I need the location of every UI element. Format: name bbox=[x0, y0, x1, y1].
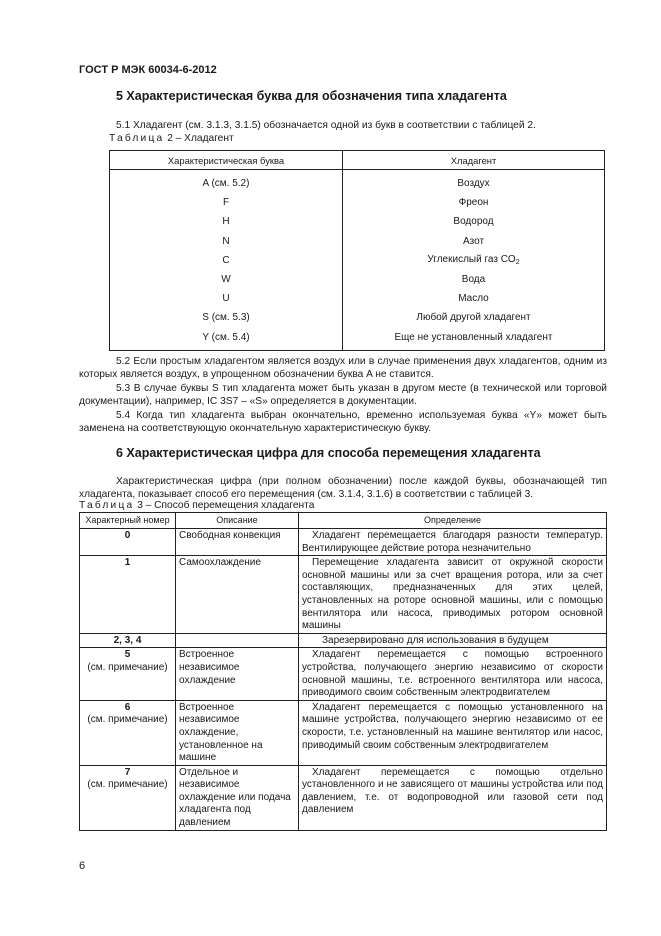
document-code: ГОСТ Р МЭК 60034-6-2012 bbox=[79, 64, 217, 76]
description-cell: Самоохлаждение bbox=[176, 556, 299, 634]
table-row bbox=[80, 633, 607, 648]
letter-cell: H bbox=[110, 212, 343, 231]
paragraph-5-3: 5.3 В случае буквы S тип хладагента может быть указан в другом месте (в технической или торговой документации), например, IC 3S7 – «S» определяется в документации. bbox=[79, 383, 607, 408]
page-number: 6 bbox=[79, 860, 86, 872]
table-row bbox=[80, 556, 607, 634]
table-row bbox=[110, 170, 605, 194]
number-cell bbox=[80, 648, 176, 700]
definition-cell bbox=[299, 633, 607, 648]
paragraph-5-2: 5.2 Если простым хладагентом является воздух или в случае применения двух хладагентов, одним из которых является воздух, в упрощенном обозначении буква A не ставится. bbox=[79, 356, 607, 381]
table-2-caption-word: Таблица bbox=[109, 133, 165, 144]
number-cell: 0 bbox=[80, 529, 176, 556]
description-cell: Отдельное и независимое охлаждение или подача хладагента под давлением bbox=[176, 765, 299, 830]
table-2-caption-text: 2 – Хладагент bbox=[167, 133, 234, 144]
description-cell: Встроенное независимое охлаждение, установленное на машине bbox=[176, 700, 299, 765]
table-2-header-letter: Характеристическая буква bbox=[110, 151, 343, 170]
letter-cell: C bbox=[110, 251, 343, 270]
table-3-header-description: Описание bbox=[176, 513, 299, 529]
number-note: (см. примечание) bbox=[87, 661, 168, 673]
paragraph-5-4: 5.4 Когда тип хладагента выбран окончательно, временно используемая буква «Y» может быть заменена на соответствующую окончательную характеристическую букву. bbox=[79, 410, 607, 435]
definition-cell bbox=[299, 700, 607, 765]
section-6-title: 6 Характеристическая цифра для способа перемещения хладагента bbox=[116, 446, 541, 460]
table-row bbox=[80, 648, 607, 700]
paragraph-5-1: 5.1 Хладагент (см. 3.1.3, 3.1.5) обозначается одной из букв в соответствии с таблицей 2. bbox=[116, 120, 536, 131]
letter-cell: A (см. 5.2) bbox=[110, 170, 343, 194]
agent-cell: Фреон bbox=[343, 193, 605, 212]
table-row bbox=[80, 700, 607, 765]
number-cell: 2, 3, 4 bbox=[80, 633, 176, 648]
table-row bbox=[110, 328, 605, 351]
letter-cell: W bbox=[110, 270, 343, 289]
definition-cell bbox=[299, 765, 607, 830]
description-cell: Встроенное независимое охлаждение bbox=[176, 648, 299, 700]
table-row bbox=[80, 765, 607, 830]
agent-cell: Воздух bbox=[343, 170, 605, 194]
table-row bbox=[110, 308, 605, 327]
agent-cell: Масло bbox=[343, 289, 605, 308]
table-row bbox=[110, 270, 605, 289]
number-note: (см. примечание) bbox=[87, 779, 168, 791]
definition-cell bbox=[299, 556, 607, 634]
definition-text: Хладагент перемещается благодаря разности температур. Вентилирующее действие ротора незначительно bbox=[302, 530, 603, 554]
table-3-caption-word: Таблица bbox=[79, 500, 135, 511]
agent-cell: Вода bbox=[343, 270, 605, 289]
description-cell bbox=[176, 633, 299, 648]
paragraph-6-intro: Характеристическая цифра (при полном обозначении) после каждой буквы, обозначающей тип хладагента, показывает способ его перемещения (см. 3.1.4, 3.1.6) в соответствии с таблицей 3. bbox=[79, 476, 607, 501]
letter-cell: S (см. 5.3) bbox=[110, 308, 343, 327]
agent-cell: Азот bbox=[343, 232, 605, 251]
definition-text: Хладагент перемещается с помощью установленного на машине устройства, получающего энергию независимо от ее скорости, т.е. установленный на машине вентилятор или насос, приводимый своим собственным электродвигателем bbox=[302, 701, 603, 751]
table-row bbox=[110, 193, 605, 212]
definition-text: Хладагент перемещается с помощью отдельно установленного и не зависящего от машины устройства или под давлением, т.е. от водопроводной или газовой сети под давлением bbox=[302, 766, 603, 816]
table-row bbox=[110, 289, 605, 308]
letter-cell: N bbox=[110, 232, 343, 251]
agent-cell: Любой другой хладагент bbox=[343, 308, 605, 327]
number-cell bbox=[80, 765, 176, 830]
coolant-table bbox=[109, 150, 605, 351]
table-row bbox=[110, 232, 605, 251]
definition-cell bbox=[299, 529, 607, 556]
agent-subscript: 2 bbox=[515, 259, 520, 267]
definition-text: Перемещение хладагента зависит от окружной скорости основной машины или за счет вращения ротора, или за счет составляющих, предназначенных для этих целей, установленных на роторе основной машины, или с помощью вентилятора или насоса, приводимых ротором основной машины bbox=[302, 557, 603, 632]
number-cell: 1 bbox=[80, 556, 176, 634]
agent-text: Углекислый газ CO bbox=[427, 254, 516, 266]
table-2-header-agent: Хладагент bbox=[343, 151, 605, 170]
table-3-header-number: Характерный номер bbox=[80, 513, 176, 529]
coolant-movement-table bbox=[79, 512, 607, 831]
agent-cell bbox=[343, 251, 605, 270]
letter-cell: U bbox=[110, 289, 343, 308]
letter-cell: Y (см. 5.4) bbox=[110, 328, 343, 351]
number-value: 5 bbox=[124, 649, 131, 661]
letter-cell: F bbox=[110, 193, 343, 212]
table-row bbox=[110, 251, 605, 270]
number-cell bbox=[80, 700, 176, 765]
table-row bbox=[110, 212, 605, 231]
definition-text: Хладагент перемещается с помощью встроенного устройства, получающего энергию независимо от скорости основной машины, т.е. встроенного вентилятора или насоса, приводимого своим собственным электродвигателем bbox=[302, 649, 603, 699]
agent-cell: Водород bbox=[343, 212, 605, 231]
definition-text: Зарезервировано для использования в будущем bbox=[322, 634, 549, 646]
agent-cell: Еще не установленный хладагент bbox=[343, 328, 605, 351]
table-3-caption bbox=[79, 500, 314, 511]
number-note: (см. примечание) bbox=[87, 714, 168, 726]
number-value: 6 bbox=[124, 701, 131, 713]
description-cell: Свободная конвекция bbox=[176, 529, 299, 556]
definition-cell bbox=[299, 648, 607, 700]
section-5-title: 5 Характеристическая буква для обозначения типа хладагента bbox=[116, 89, 507, 103]
table-row bbox=[80, 529, 607, 556]
table-3-caption-text: 3 – Способ перемещения хладагента bbox=[137, 500, 315, 511]
table-3-header-definition: Определение bbox=[299, 513, 607, 529]
table-2-caption bbox=[109, 133, 234, 144]
number-value: 7 bbox=[124, 766, 131, 778]
